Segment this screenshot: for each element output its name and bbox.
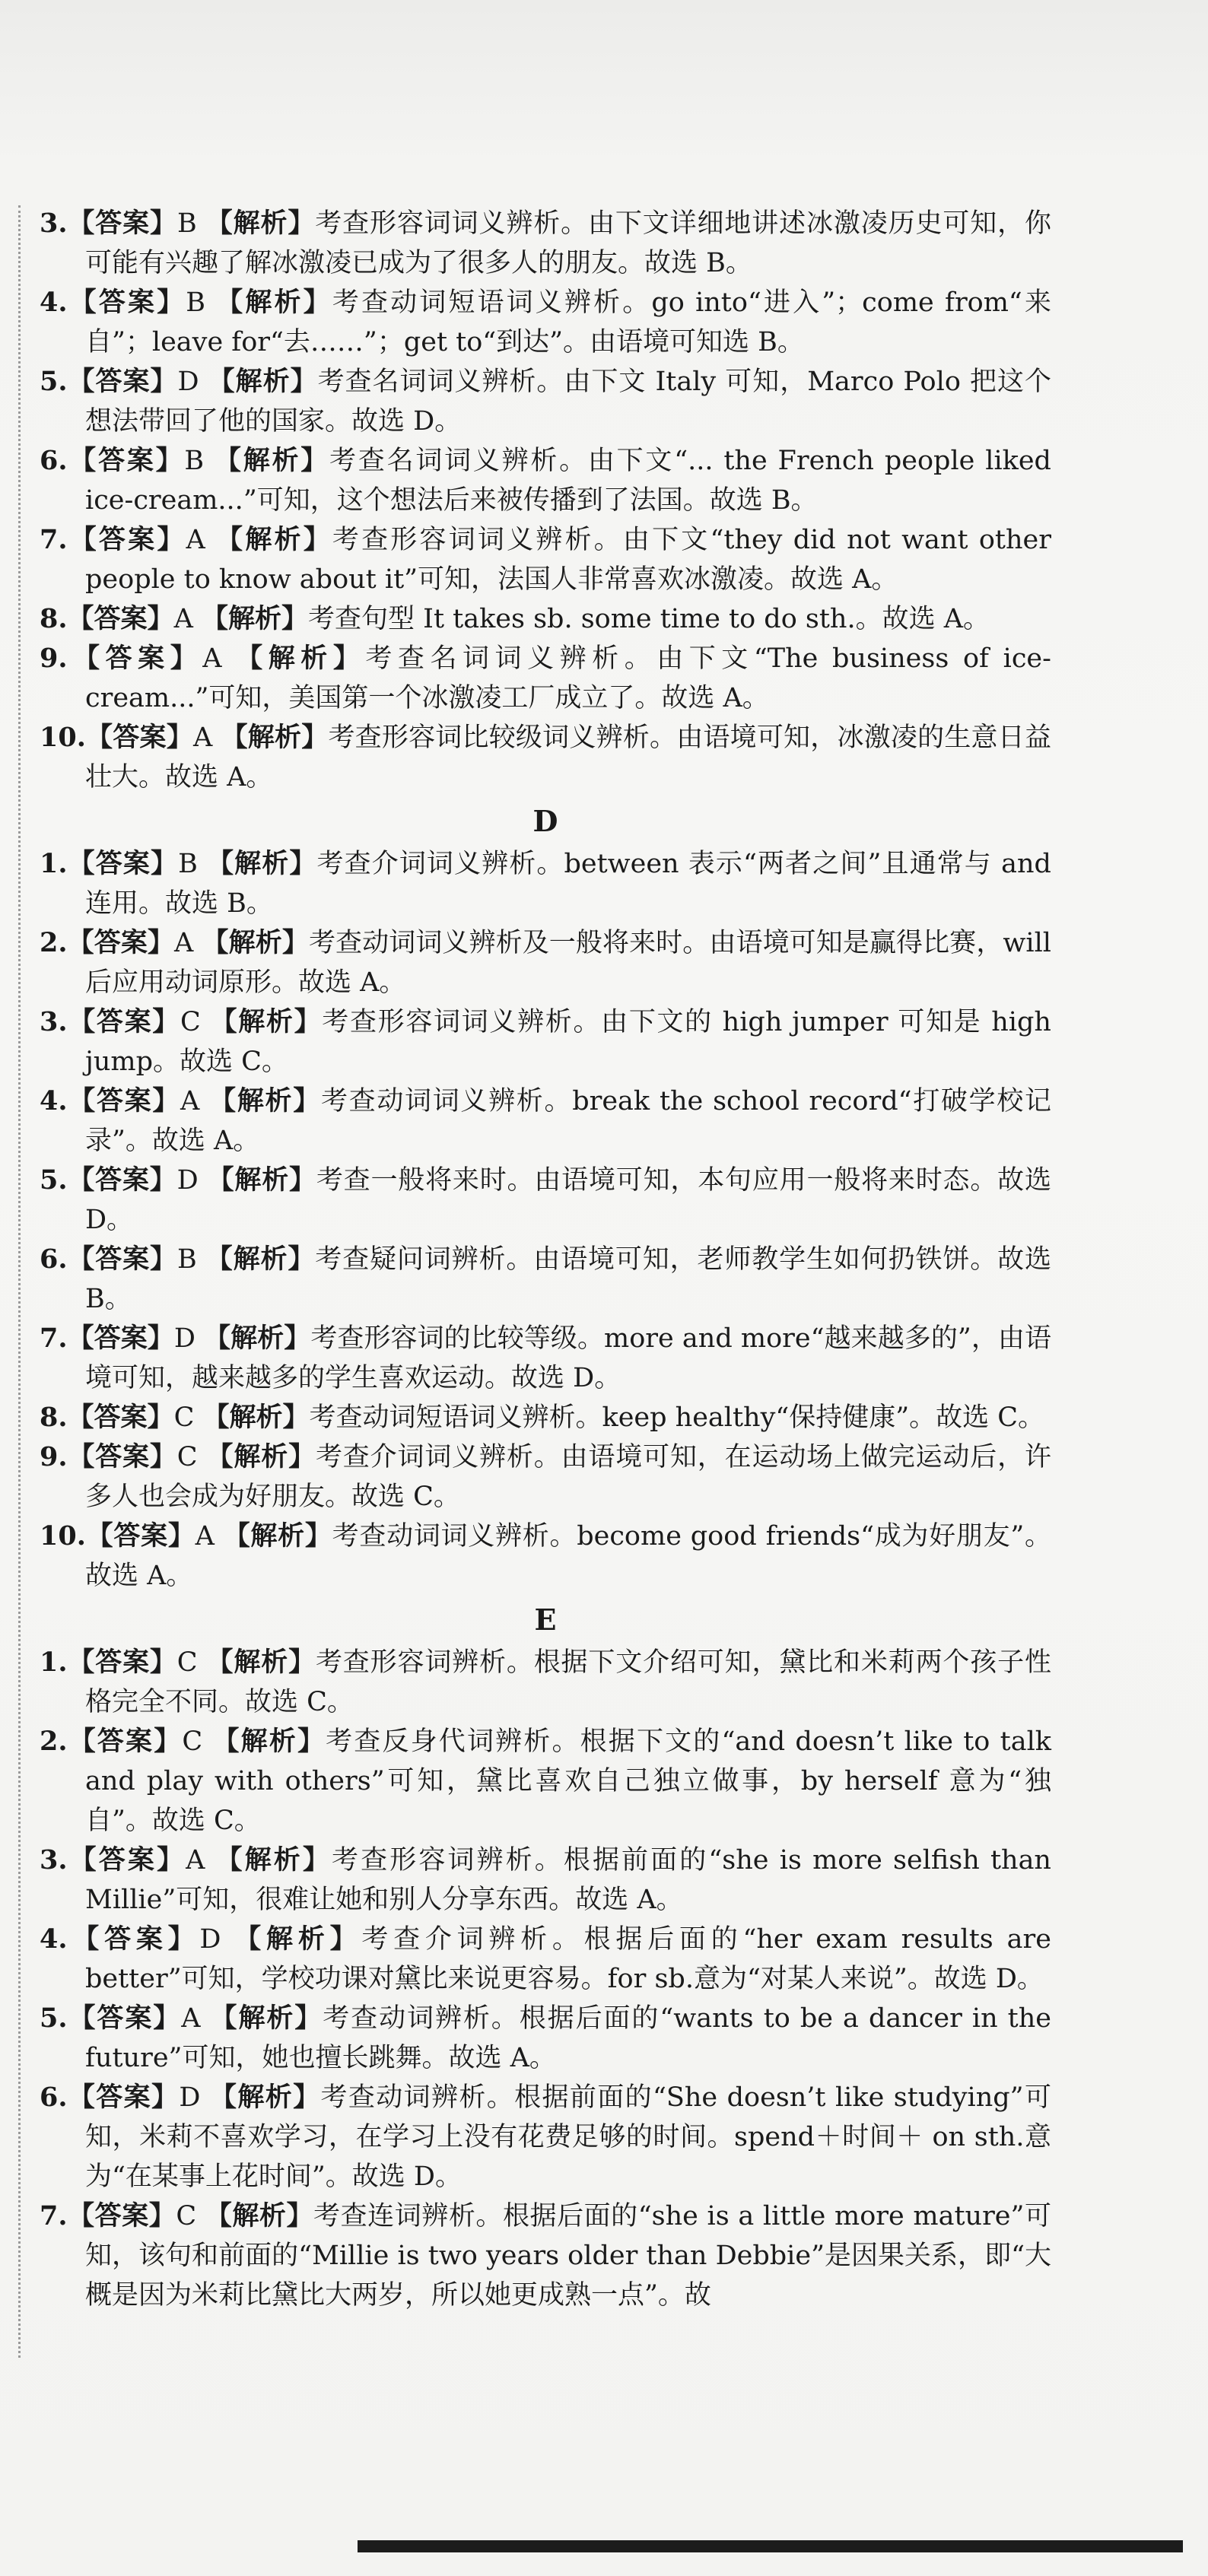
analysis-label: 【解析】 xyxy=(215,1845,332,1876)
answer-label: 【答案】 xyxy=(67,1086,181,1116)
question-number: 10. xyxy=(40,722,86,753)
analysis-text: 考查形容词词义辨析。由下文“they did not want other people to know about it”可知，法国人非常喜欢冰激凌。故选 A。 xyxy=(85,525,1051,595)
analysis-label: 【解析】 xyxy=(210,1007,323,1037)
answer-choice: B xyxy=(176,208,197,239)
analysis-text: 考查名词词义辨析。由下文 Italy 可知，Marco Polo 把这个想法带回了他的国家。故选 D。 xyxy=(85,367,1051,437)
answer-item xyxy=(40,204,1051,283)
answer-choice: A xyxy=(174,928,194,958)
answer-label: 【答案】 xyxy=(67,367,178,397)
answer-label: 【答案】 xyxy=(67,208,177,239)
analysis-text: 考查介词词义辨析。between 表示“两者之间”且通常与 and 连用。故选 B。 xyxy=(85,849,1051,919)
answer-item xyxy=(40,1240,1051,1319)
answer-choice: D xyxy=(179,2082,201,2113)
answer-item xyxy=(40,923,1051,1002)
answer-label: 【答案】 xyxy=(67,1165,177,1196)
answer-item xyxy=(40,283,1051,362)
question-number: 7. xyxy=(40,524,68,555)
analysis-text: 考查介词辨析。根据后面的“her exam results are better”可知，学校功课对黛比来说更容易。for sb.意为“对某人来说”。故选 D。 xyxy=(85,1924,1051,1994)
answer-label: 【答案】 xyxy=(67,1442,177,1472)
analysis-text: 考查动词词义辨析及一般将来时。由语境可知是赢得比赛，will 后应用动词原形。故选 A。 xyxy=(85,928,1051,998)
question-number: 1. xyxy=(40,1647,68,1678)
answer-choice: A xyxy=(192,723,213,753)
answer-choice: C xyxy=(180,1007,201,1037)
question-number: 8. xyxy=(40,1402,68,1433)
analysis-label: 【解析】 xyxy=(205,208,316,239)
analysis-text: 考查动词辨析。根据前面的“She doesn’t like studying”可知，米莉不喜欢学习，在学习上没有花费足够的时间。spend＋时间＋ on sth.意为“在某事上花时间”。故选 D。 xyxy=(85,2082,1051,2192)
answer-label: 【答案】 xyxy=(67,928,175,958)
answer-choice: A xyxy=(202,643,222,674)
question-number: 4. xyxy=(40,1923,68,1955)
analysis-text: 考查形容词的比较等级。more and more“越来越多的”，由语境可知，越来越多的学生喜欢运动。故选 D。 xyxy=(85,1323,1051,1393)
analysis-label: 【解析】 xyxy=(209,2082,321,2113)
answer-item xyxy=(40,1319,1051,1398)
question-number: 4. xyxy=(40,287,68,318)
answer-choice: A xyxy=(195,1521,215,1552)
analysis-text: 考查形容词辨析。根据下文介绍可知，黛比和米莉两个孩子性格完全不同。故选 C。 xyxy=(85,1647,1051,1717)
answer-choice: A xyxy=(186,525,205,555)
answer-label: 【答案】 xyxy=(67,604,174,634)
analysis-text: 考查连词辨析。根据后面的“she is a little more mature”可知，该句和前面的“Millie is two years older than Debbie”是因果关系，即“大概是因为米莉比黛比大两岁，所以她更成熟一点”。故 xyxy=(85,2201,1051,2311)
question-number: 9. xyxy=(40,643,68,674)
question-number: 6. xyxy=(40,445,68,476)
answer-item xyxy=(40,1437,1051,1517)
answer-item xyxy=(40,1999,1051,2078)
analysis-label: 【解析】 xyxy=(205,1244,316,1275)
answer-label: 【答案】 xyxy=(67,1647,177,1678)
answer-choice: C xyxy=(182,1726,203,1757)
analysis-label: 【解析】 xyxy=(210,2003,323,2034)
answer-item xyxy=(40,1643,1051,1722)
answer-item xyxy=(40,441,1051,520)
analysis-label: 【解析】 xyxy=(205,2201,314,2231)
analysis-label: 【解析】 xyxy=(236,643,366,674)
analysis-label: 【解析】 xyxy=(216,525,332,555)
answer-item xyxy=(40,1398,1051,1437)
answer-label: 【答案】 xyxy=(67,1007,180,1037)
analysis-label: 【解析】 xyxy=(201,604,308,634)
analysis-label: 【解析】 xyxy=(207,1165,316,1196)
question-number: 9. xyxy=(40,1441,68,1472)
analysis-label: 【解析】 xyxy=(212,1726,326,1757)
answer-item xyxy=(40,639,1051,718)
analysis-text: 考查名词词义辨析。由下文“... the French people liked ice-cream...”可知，这个想法后来被传播到了法国。故选 B。 xyxy=(85,446,1051,516)
answer-label: 【答案】 xyxy=(67,2003,182,2034)
answer-label: 【答案】 xyxy=(67,525,186,555)
answer-item xyxy=(40,2078,1051,2196)
analysis-text: 考查形容词辨析。根据前面的“she is more selfish than Millie”可知，很难让她和别人分享东西。故选 A。 xyxy=(85,1845,1051,1915)
answer-choice: D xyxy=(176,1165,199,1196)
answer-choice: C xyxy=(176,1442,198,1472)
answer-label: 【答案】 xyxy=(85,1521,196,1552)
analysis-text: 考查名词词义辨析。由下文“The business of ice-cream...”可知，美国第一个冰激凌工厂成立了。故选 A。 xyxy=(85,643,1051,713)
answer-choice: B xyxy=(184,446,205,476)
question-number: 3. xyxy=(40,208,68,239)
question-number: 7. xyxy=(40,1323,68,1354)
analysis-label: 【解析】 xyxy=(208,367,318,397)
question-number: 10. xyxy=(40,1520,86,1552)
bottom-scan-bar xyxy=(358,2540,1183,2552)
question-number: 5. xyxy=(40,366,68,397)
answer-label: 【答案】 xyxy=(67,446,185,476)
answer-label: 【答案】 xyxy=(67,2082,180,2113)
answer-choice: A xyxy=(181,2003,201,2034)
analysis-label: 【解析】 xyxy=(223,1521,332,1552)
answer-choice: B xyxy=(176,1244,197,1275)
answer-choice: B xyxy=(186,287,205,318)
analysis-label: 【解析】 xyxy=(234,1924,362,1955)
answer-item xyxy=(40,1161,1051,1240)
answer-label: 【答案】 xyxy=(67,849,179,879)
question-number: 3. xyxy=(40,1006,68,1037)
analysis-text: 考查介词词义辨析。由语境可知，在运动场上做完运动后，许多人也会成为好朋友。故选 C。 xyxy=(85,1442,1051,1512)
question-number: 4. xyxy=(40,1085,68,1116)
answer-label: 【答案】 xyxy=(67,1244,177,1275)
analysis-text: 考查动词词义辨析。break the school record“打破学校记录”。故选 A。 xyxy=(85,1086,1051,1156)
analysis-label: 【解析】 xyxy=(214,446,330,476)
answer-choice: A xyxy=(173,604,193,634)
analysis-label: 【解析】 xyxy=(202,1402,310,1433)
answer-label: 【答案】 xyxy=(67,643,203,674)
analysis-label: 【解析】 xyxy=(202,928,309,958)
answer-choice: D xyxy=(199,1924,221,1955)
analysis-label: 【解析】 xyxy=(206,1647,316,1678)
analysis-text: 考查一般将来时。由语境可知，本句应用一般将来时态。故选 D。 xyxy=(85,1165,1051,1235)
analysis-text: 考查动词词义辨析。become good friends“成为好朋友”。故选 A。 xyxy=(85,1521,1051,1591)
answer-label: 【答案】 xyxy=(67,2201,176,2231)
answer-item xyxy=(40,1517,1051,1596)
answer-item xyxy=(40,599,1051,639)
analysis-label: 【解析】 xyxy=(207,849,317,879)
analysis-label: 【解析】 xyxy=(221,723,329,753)
analysis-text: 考查形容词比较级词义辨析。由语境可知，冰激凌的生意日益壮大。故选 A。 xyxy=(85,723,1051,792)
question-number: 6. xyxy=(40,1244,68,1275)
question-number: 1. xyxy=(40,848,68,879)
analysis-text: 考查反身代词辨析。根据下文的“and doesn’t like to talk and play with others”可知，黛比喜欢自己独立做事，by herself 意为“独自”。故选 C。 xyxy=(85,1726,1051,1836)
analysis-text: 考查动词辨析。根据后面的“wants to be a dancer in the future”可知，她也擅长跳舞。故选 A。 xyxy=(85,2003,1051,2073)
answer-item xyxy=(40,362,1051,441)
section-title: E xyxy=(534,1602,557,1637)
answer-label: 【答案】 xyxy=(67,1323,174,1354)
analysis-text: 考查动词短语词义辨析。go into“进入”；come from“来自”；leave for“去……”；get to“到达”。由语境可知选 B。 xyxy=(85,287,1051,357)
answer-label: 【答案】 xyxy=(85,723,193,753)
answer-choice: D xyxy=(173,1323,196,1354)
question-number: 2. xyxy=(40,1726,68,1757)
binding-dotted-line xyxy=(18,205,21,2358)
answer-label: 【答案】 xyxy=(67,1402,174,1433)
answer-item xyxy=(40,718,1051,797)
section-title: D xyxy=(532,804,558,838)
analysis-text: 考查形容词词义辨析。由下文详细地讲述冰激凌历史可知，你可能有兴趣了解冰激凌已成为了很多人的朋友。故选 B。 xyxy=(85,208,1051,278)
question-number: 7. xyxy=(40,2200,68,2231)
answer-item xyxy=(40,2196,1051,2315)
question-number: 2. xyxy=(40,927,68,958)
answer-label: 【答案】 xyxy=(67,1924,200,1955)
answer-item xyxy=(40,520,1051,599)
answer-label: 【答案】 xyxy=(67,1726,183,1757)
answer-item xyxy=(40,1722,1051,1841)
question-number: 6. xyxy=(40,2082,68,2113)
answer-choice: C xyxy=(173,1402,195,1433)
question-number: 8. xyxy=(40,603,68,634)
answer-item xyxy=(40,844,1051,923)
analysis-label: 【解析】 xyxy=(206,1442,316,1472)
answer-choice: A xyxy=(186,1845,205,1876)
answer-item xyxy=(40,1841,1051,1920)
analysis-label: 【解析】 xyxy=(209,1086,321,1116)
answer-choice: D xyxy=(177,367,199,397)
answer-label: 【答案】 xyxy=(67,287,186,318)
answer-choice: B xyxy=(178,849,198,879)
analysis-text: 考查句型 It takes sb. some time to do sth.。故选 A。 xyxy=(308,604,990,634)
answer-choice: C xyxy=(176,2201,197,2231)
answer-item xyxy=(40,1082,1051,1161)
analysis-text: 考查疑问词辨析。由语境可知，老师教学生如何扔铁饼。故选 B。 xyxy=(85,1244,1051,1314)
analysis-label: 【解析】 xyxy=(204,1323,311,1354)
analysis-text: 考查形容词词义辨析。由下文的 high jumper 可知是 high jump。故选 C。 xyxy=(85,1007,1051,1077)
analysis-label: 【解析】 xyxy=(216,287,332,318)
answer-key-content xyxy=(40,204,1051,2315)
answer-item xyxy=(40,1920,1051,1999)
question-number: 3. xyxy=(40,1844,68,1876)
answer-item xyxy=(40,1002,1051,1082)
answer-label: 【答案】 xyxy=(67,1845,186,1876)
answer-choice: A xyxy=(180,1086,200,1116)
analysis-text: 考查动词短语词义辨析。keep healthy“保持健康”。故选 C。 xyxy=(309,1402,1045,1433)
question-number: 5. xyxy=(40,2003,68,2034)
question-number: 5. xyxy=(40,1164,68,1196)
answer-choice: C xyxy=(176,1647,198,1678)
